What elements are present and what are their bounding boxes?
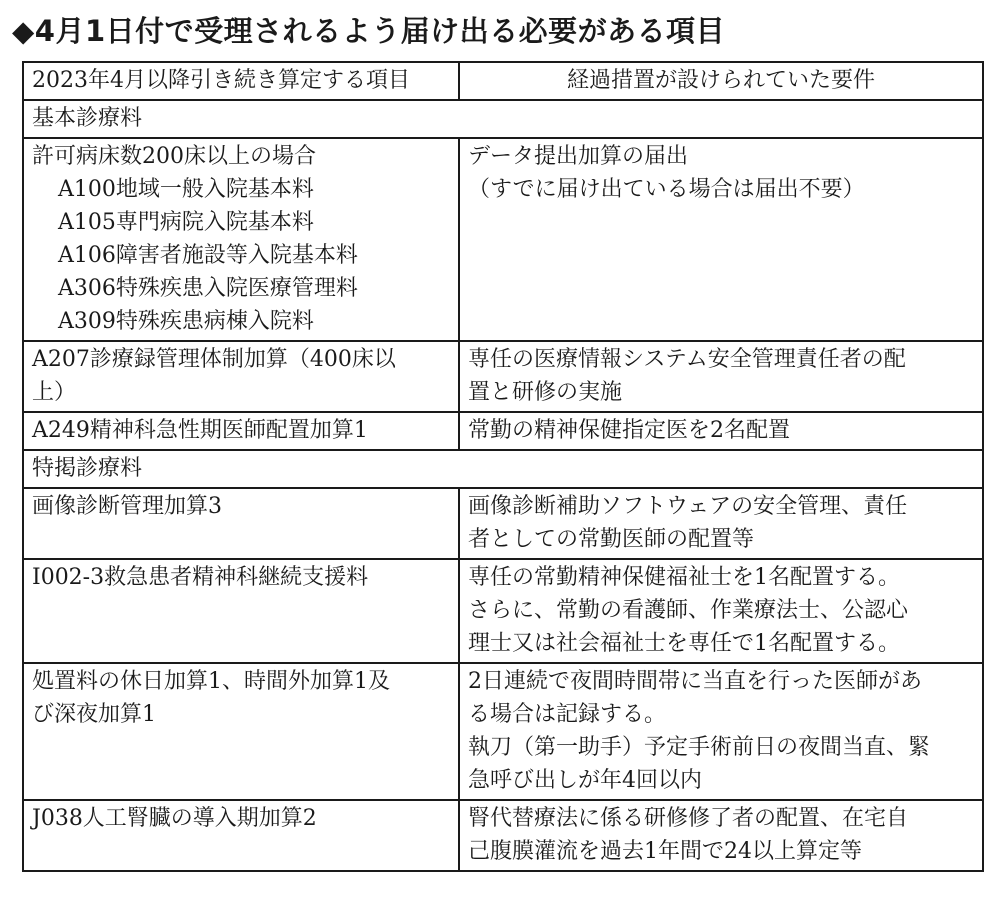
section-label: 特掲診療料 [23,450,983,488]
item-line: 画像診断管理加算3 [32,494,222,519]
item-cell [23,412,459,450]
requirement-line: 腎代替療法に係る研修修了者の配置、在宅自 [468,806,909,831]
item-line: 上） [32,380,77,405]
page-title: ◆4月1日付で受理されるよう届け出る必要がある項目 [12,14,726,48]
requirement-cell [459,559,983,663]
item-line: A249精神科急性期医師配置加算1 [32,418,368,443]
requirement-cell [459,663,983,800]
item-line: 許可病床数200床以上の場合 [32,144,316,169]
column-header-requirements: 経過措置が設けられていた要件 [459,62,983,100]
requirement-line: 2日連続で夜間時間帯に当直を行った医師があ [468,669,922,694]
requirement-cell [459,488,983,559]
item-subline: A306特殊疾患入院医療管理料 [58,276,358,301]
requirement-line: （すでに届け出ている場合は届出不要） [468,177,865,202]
column-header-items: 2023年4月以降引き続き算定する項目 [23,62,459,100]
requirement-line: 己腹膜灌流を過去1年間で24以上算定等 [468,839,862,864]
item-line: I002-3救急患者精神科継続支援料 [32,565,369,590]
item-cell [23,663,459,800]
requirement-line: 急呼び出しが年4回以内 [468,768,702,793]
requirement-cell [459,412,983,450]
section-row [23,100,983,138]
requirement-line: 常勤の精神保健指定医を2名配置 [468,418,790,443]
requirement-line: さらに、常勤の看護師、作業療法士、公認心 [468,598,909,623]
requirement-line: る場合は記録する。 [468,702,667,727]
item-line: 処置料の休日加算1、時間外加算1及 [32,669,390,694]
requirements-table [22,61,984,872]
item-subline: A106障害者施設等入院基本料 [58,243,358,268]
table-row [23,663,983,800]
table-row [23,341,983,412]
requirement-line: 画像診断補助ソフトウェアの安全管理、責任 [468,494,908,519]
table-row [23,559,983,663]
item-subline: A100地域一般入院基本料 [58,177,314,202]
item-cell [23,341,459,412]
requirement-line: データ提出加算の届出 [468,144,689,169]
requirement-cell [459,341,983,412]
requirement-line: 専任の医療情報システム安全管理責任者の配 [468,347,906,372]
requirement-line: 執刀（第一助手）予定手術前日の夜間当直、緊 [468,735,931,760]
table-row [23,488,983,559]
table-row [23,138,983,341]
section-row [23,450,983,488]
item-subline: A309特殊疾患病棟入院料 [58,309,314,334]
item-cell [23,559,459,663]
requirement-line: 者としての常勤医師の配置等 [468,527,755,552]
requirement-cell [459,138,983,341]
item-subline: A105専門病院入院基本料 [58,210,314,235]
table-row [23,800,983,871]
item-cell [23,138,459,341]
requirement-line: 理士又は社会福祉士を専任で1名配置する。 [468,631,900,656]
requirement-line: 置と研修の実施 [468,380,623,405]
item-cell [23,800,459,871]
requirement-cell [459,800,983,871]
section-label: 基本診療料 [23,100,983,138]
table-header-row [23,62,983,100]
item-cell [23,488,459,559]
requirement-line: 専任の常勤精神保健福祉士を1名配置する。 [468,565,900,590]
item-line: A207診療録管理体制加算（400床以 [32,347,396,372]
item-line: び深夜加算1 [32,702,156,727]
table-row [23,412,983,450]
item-line: J038人工腎臓の導入期加算2 [32,806,317,831]
